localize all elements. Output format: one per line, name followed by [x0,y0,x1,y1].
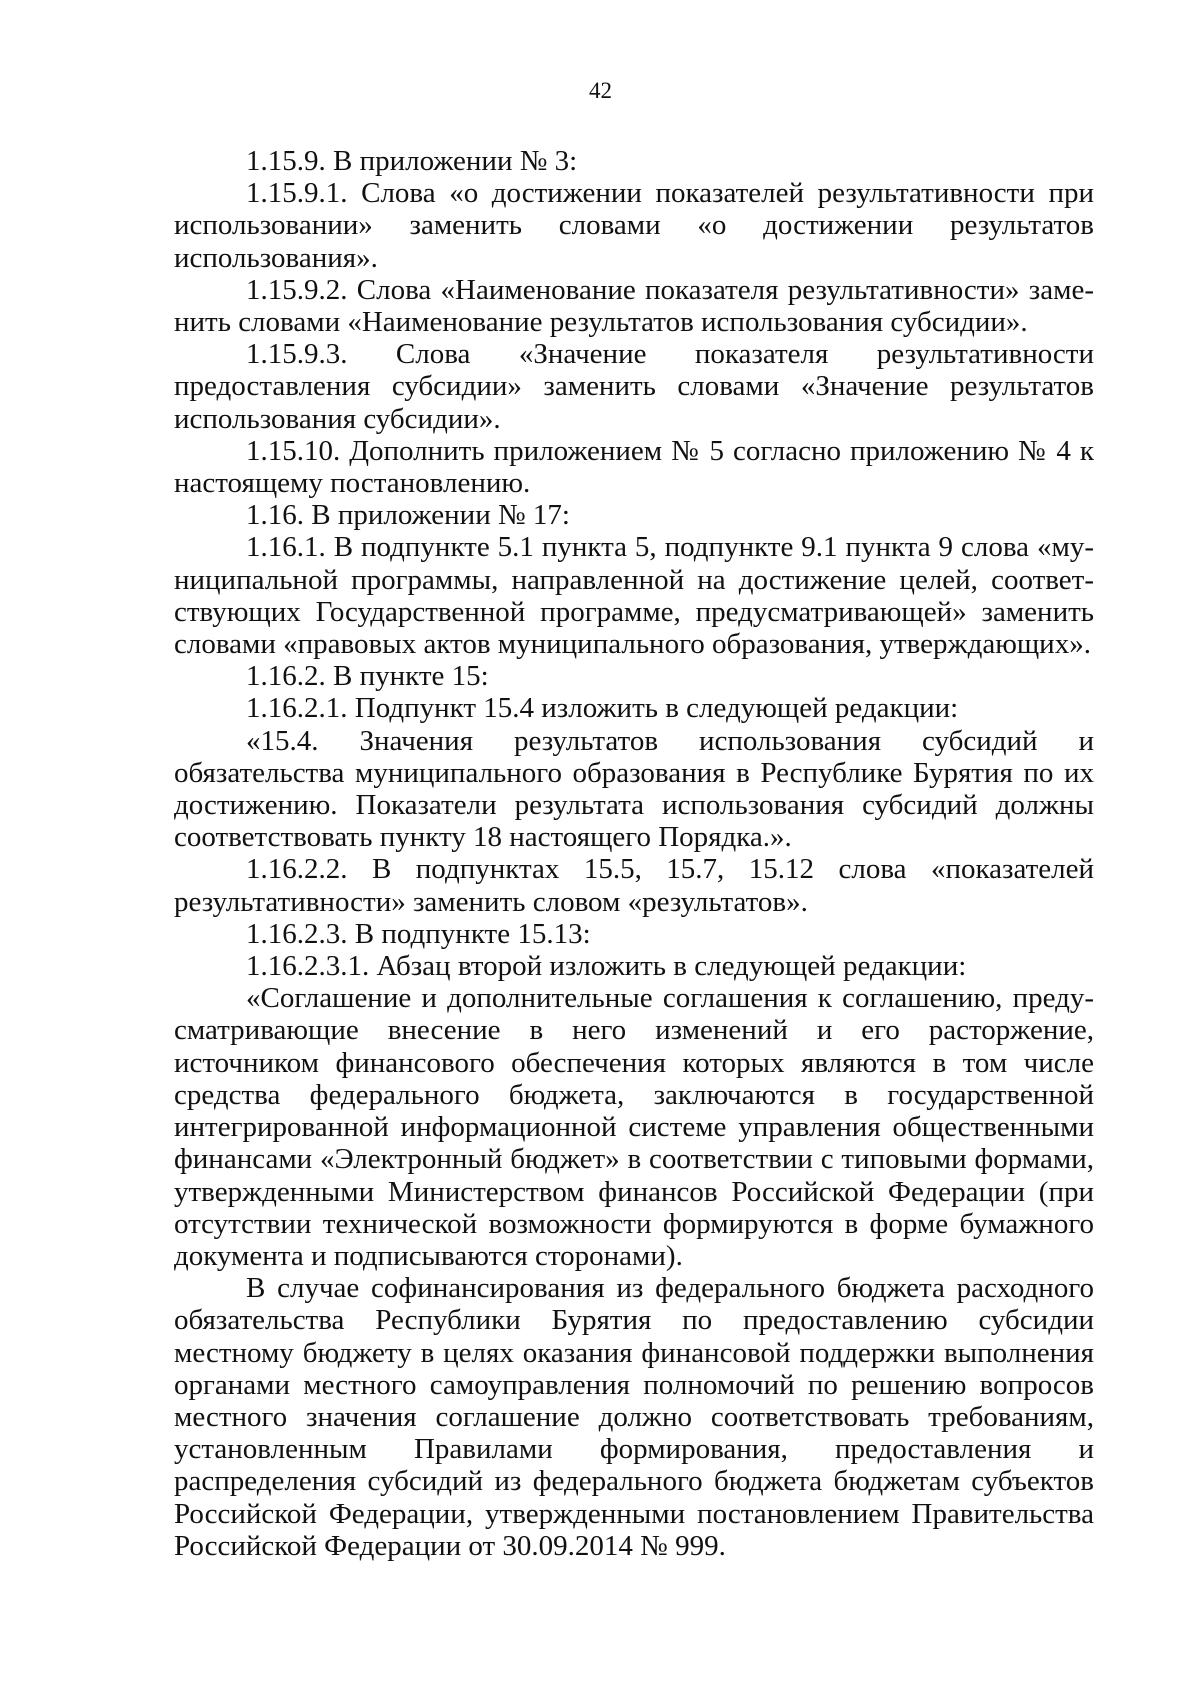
paragraph-1-15-9: 1.15.9. В приложении № 3: [246,145,578,177]
paragraph-1-16: 1.16. В приложении № 17: [246,499,570,532]
paragraph-quote-agreement: «Соглашение и дополнительные соглашения к соглашению, предусматривающие внесение в него изменений и его расторжение, источником финансового обеспечения которых являются в том числе средства федерального бюджета, заключаются в государственной интегрированной информационной системе управления общественными финансами «Электронный бюджет» в соответствии с типовыми формами, утвержденными Министерством финансов Российской Федерации (при отсутствии технической возможности формируются в форме бумажного документа и подписываются сторонами). [174,982,1094,1272]
paragraph-1-16-2-3-1: 1.16.2.3.1. Абзац второй изложить в следующей редакции: [246,950,967,983]
paragraph-1-15-9-1: 1.15.9.1. Слова «о достижении показателей результативности при использовании» заменить словами «о достижении результатов использования». [174,177,1094,274]
paragraph-1-16-2-3: 1.16.2.3. В подпункте 15.13: [246,917,591,950]
paragraph-quote-15-4: «15.4. Значения результатов использования субсидий и обязательства муниципального образования в Республике Бурятия по их достижению. Показатели результата использования субсидий должны соответствовать пункту 18 настоящего Порядка.». [174,724,1094,854]
paragraph-1-15-10: 1.15.10. Дополнить приложением № 5 согласно приложению № 4 к настоящему постановлению. [174,434,1094,500]
paragraph-cofinancing: В случае софинансирования из федерального бюджета расходного обязательства Республики Бурятия по предоставлению субсидии местному бюджету в целях оказания финансовой поддержки выполнения органами местного самоуправления полномочий по решению вопросов местного значения соглашение должно соответствовать требованиям, установленным Правилами формирования, предоставления и распределения субсидий из федерального бюджета бюджетам субъектов Российской Федерации, утвержденными постановлением Правительства Российской Федерации от 30.09.2014 № 999. [174,1272,1094,1562]
document-body [174,145,1094,1562]
paragraph-1-16-2: 1.16.2. В пункте 15: [246,660,489,693]
page-number: 42 [589,78,612,103]
paragraph-1-15-9-3: 1.15.9.3. Слова «Значение показателя результативности предоставления субсидии» заменить словами «Значение результатов использования субсидии». [174,338,1094,435]
paragraph-1-15-9-2: 1.15.9.2. Слова «Наименование показателя результативности» заменить словами «Наименование результатов использования субсидии». [174,273,1094,339]
paragraph-1-16-2-1: 1.16.2.1. Подпункт 15.4 изложить в следующей редакции: [246,692,959,725]
paragraph-1-16-2-2: 1.16.2.2. В подпунктах 15.5, 15.7, 15.12 слова «показателей результативности» заменить словом «результатов». [174,853,1094,918]
paragraph-1-16-1: 1.16.1. В подпункте 5.1 пункта 5, подпункте 9.1 пункта 9 слова «муниципальной программы, направленной на достижение целей, соответствующих Государственной программе, предусматривающей» заменить словами «правовых актов муниципального образования, утверждающих». [174,531,1094,661]
